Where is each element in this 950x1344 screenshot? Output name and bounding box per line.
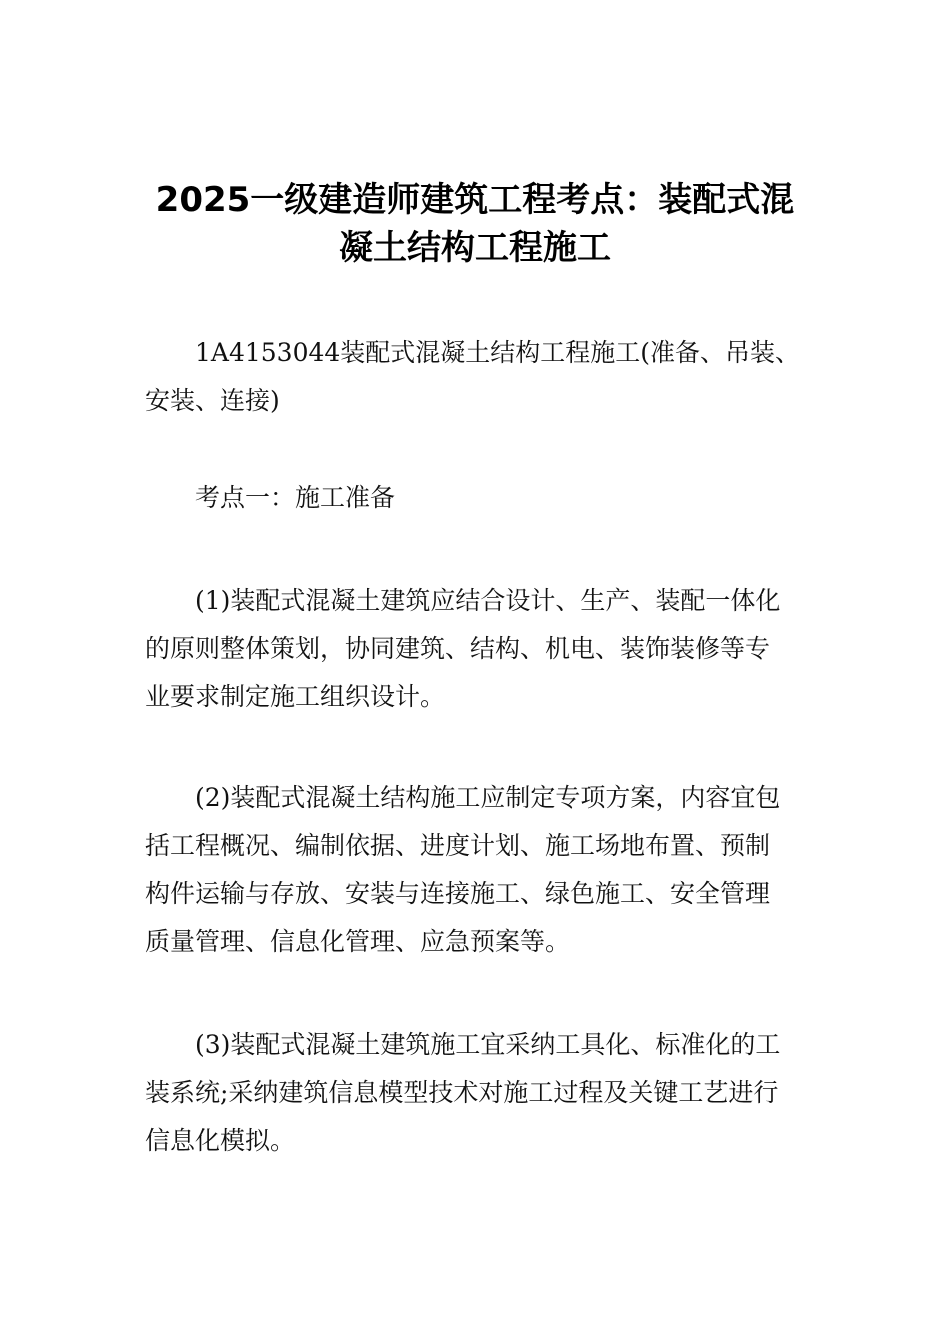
paragraph-item-1 xyxy=(145,577,811,721)
title-line-2: 凝土结构工程施工 xyxy=(339,228,611,268)
paragraph-line: 括工程概况、编制依据、进度计划、施工场地布置、预制 xyxy=(145,831,771,860)
paragraph-line: 业要求制定施工组织设计。 xyxy=(145,682,446,711)
paragraph-line: 装系统;采纳建筑信息模型技术对施工过程及关键工艺进行 xyxy=(145,1078,779,1107)
paragraph-line: 1A4153044装配式混凝土结构工程施工(准备、吊装、 xyxy=(195,338,801,367)
document-title xyxy=(120,176,830,272)
title-line-1: 2025一级建造师建筑工程考点：装配式混 xyxy=(155,180,795,220)
paragraph-section-code xyxy=(145,329,811,425)
paragraph-line: (1)装配式混凝土建筑应结合设计、生产、装配一体化 xyxy=(195,586,781,615)
paragraph-item-2 xyxy=(145,774,811,966)
paragraph-line: 安装、连接) xyxy=(145,386,280,415)
paragraph-line: (2)装配式混凝土结构施工应制定专项方案，内容宜包 xyxy=(195,783,781,812)
paragraph-heading-point-one xyxy=(145,474,811,522)
paragraph-line: 考点一：施工准备 xyxy=(195,483,396,512)
paragraph-line: 质量管理、信息化管理、应急预案等。 xyxy=(145,927,571,956)
paragraph-line: 构件运输与存放、安装与连接施工、绿色施工、安全管理 xyxy=(145,879,771,908)
paragraph-line: 信息化模拟。 xyxy=(145,1126,296,1155)
paragraph-line: 的原则整体策划，协同建筑、结构、机电、装饰装修等专 xyxy=(145,634,771,663)
paragraph-line: (3)装配式混凝土建筑施工宜采纳工具化、标准化的工 xyxy=(195,1030,781,1059)
paragraph-item-3 xyxy=(145,1021,811,1165)
